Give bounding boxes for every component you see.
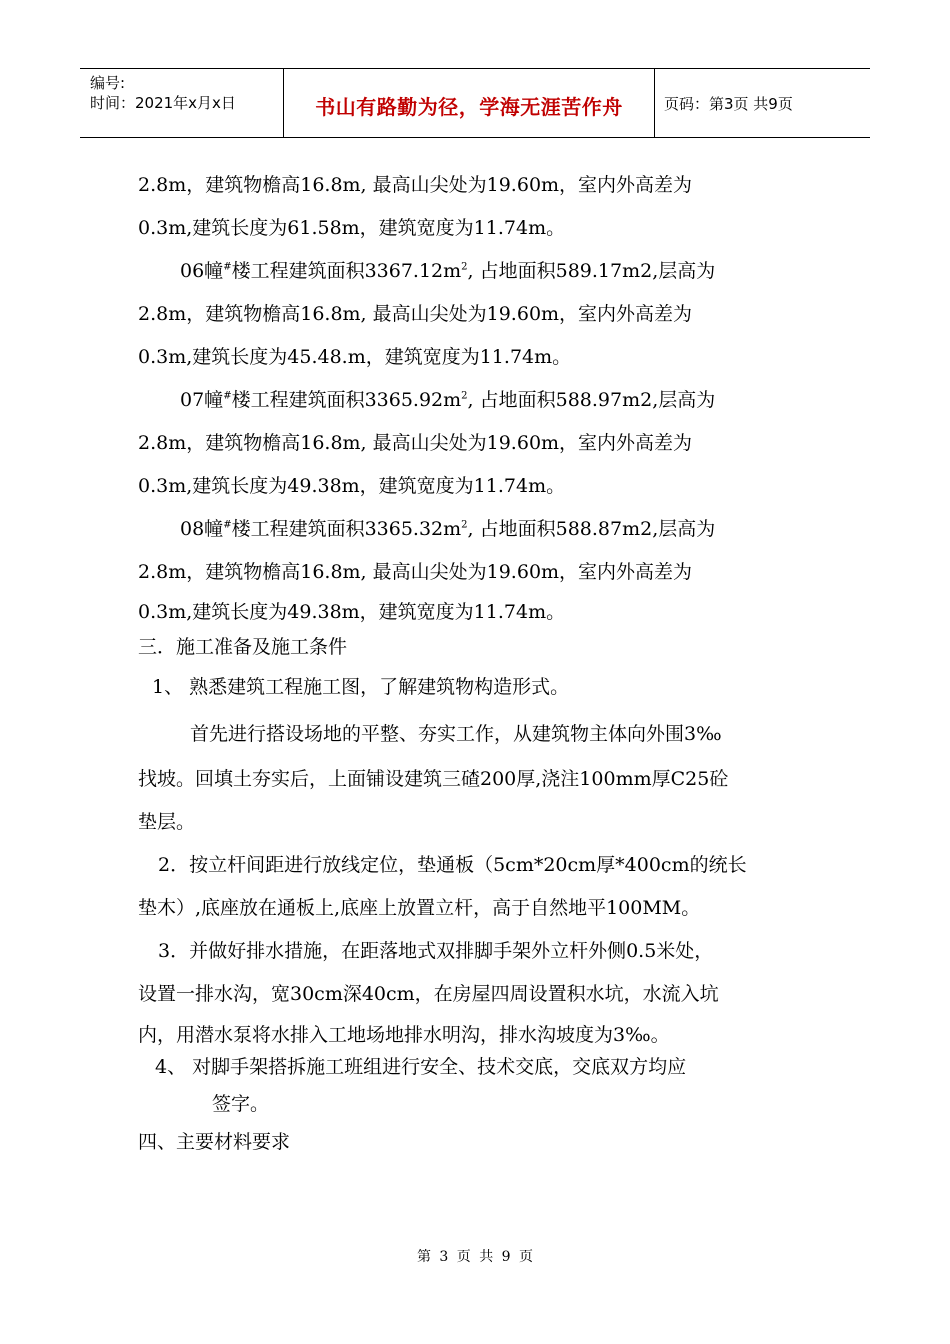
list-item: 1、 熟悉建筑工程施工图，了解建筑物构造形式。 xyxy=(152,676,570,698)
body-line: 2.8m，建筑物檐高16.8m, 最高山尖处为19.60m，室内外高差为 xyxy=(138,561,693,583)
header-meta xyxy=(90,73,236,113)
superscript: # xyxy=(223,390,232,402)
superscript: 2 xyxy=(461,390,468,402)
building-area: 楼工程建筑面积3365.92m xyxy=(231,389,462,411)
superscript: # xyxy=(223,519,232,531)
list-item: 2．按立杆间距进行放线定位，垫通板（5cm*20cm厚*400cm的统长 xyxy=(158,854,747,876)
list-item-continuation: 垫木）,底座放在通板上,底座上放置立杆，高于自然地平100MM。 xyxy=(138,897,701,919)
building-label: 06幢 xyxy=(180,260,224,282)
page-header xyxy=(80,68,870,138)
building-area: 楼工程建筑面积3367.12m xyxy=(231,260,462,282)
header-page-info: 页码：第3页 共9页 xyxy=(664,95,793,113)
document-date: 时间：2021年x月x日 xyxy=(90,94,236,112)
superscript: 2 xyxy=(461,261,468,273)
superscript: 2 xyxy=(461,519,468,531)
building-label: 07幢 xyxy=(180,389,224,411)
list-item-continuation: 签字。 xyxy=(212,1093,270,1115)
building-footprint: , 占地面积588.97m2,层高为 xyxy=(467,389,716,411)
body-line: 2.8m，建筑物檐高16.8m, 最高山尖处为19.60m，室内外高差为 xyxy=(138,432,693,454)
body-line: 0.3m,建筑长度为49.38m，建筑宽度为11.74m。 xyxy=(138,601,566,623)
body-line: 0.3m,建筑长度为61.58m，建筑宽度为11.74m。 xyxy=(138,217,566,239)
building-07-line xyxy=(180,388,715,412)
body-line: 0.3m,建筑长度为45.48.m，建筑宽度为11.74m。 xyxy=(138,346,572,368)
building-06-line xyxy=(180,259,715,283)
building-footprint: , 占地面积589.17m2,层高为 xyxy=(467,260,716,282)
body-line: 0.3m,建筑长度为49.38m，建筑宽度为11.74m。 xyxy=(138,475,566,497)
paragraph-line: 找坡。回填土夯实后，上面铺设建筑三碴200厚,浇注100mm厚C25砼 xyxy=(138,768,729,790)
superscript: # xyxy=(223,261,232,273)
section-heading: 四、主要材料要求 xyxy=(138,1131,291,1153)
header-divider xyxy=(654,69,655,137)
building-footprint: , 占地面积588.87m2,层高为 xyxy=(467,518,716,540)
paragraph-line: 垫层。 xyxy=(138,811,196,833)
list-item: 4、 对脚手架搭拆施工班组进行安全、技术交底，交底双方均应 xyxy=(155,1056,687,1078)
building-area: 楼工程建筑面积3365.32m xyxy=(231,518,462,540)
building-08-line xyxy=(180,517,715,541)
paragraph-line: 首先进行搭设场地的平整、夯实工作，从建筑物主体向外围3‰ xyxy=(190,723,722,745)
page-footer: 第 3 页 共 9 页 xyxy=(416,1249,534,1265)
section-heading: 三．施工准备及施工条件 xyxy=(138,636,348,658)
document-number: 编号: xyxy=(90,74,126,92)
body-line: 2.8m，建筑物檐高16.8m, 最高山尖处为19.60m，室内外高差为 xyxy=(138,174,693,196)
header-slogan: 书山有路勤为径，学海无涯苦作舟 xyxy=(315,95,623,119)
list-item-continuation: 设置一排水沟，宽30cm深40cm，在房屋四周设置积水坑，水流入坑 xyxy=(138,983,719,1005)
list-item: 3．并做好排水措施，在距落地式双排脚手架外立杆外侧0.5米处， xyxy=(158,940,714,962)
list-item-continuation: 内，用潜水泵将水排入工地场地排水明沟，排水沟坡度为3‰。 xyxy=(138,1024,670,1046)
building-label: 08幢 xyxy=(180,518,224,540)
body-line: 2.8m，建筑物檐高16.8m, 最高山尖处为19.60m，室内外高差为 xyxy=(138,303,693,325)
